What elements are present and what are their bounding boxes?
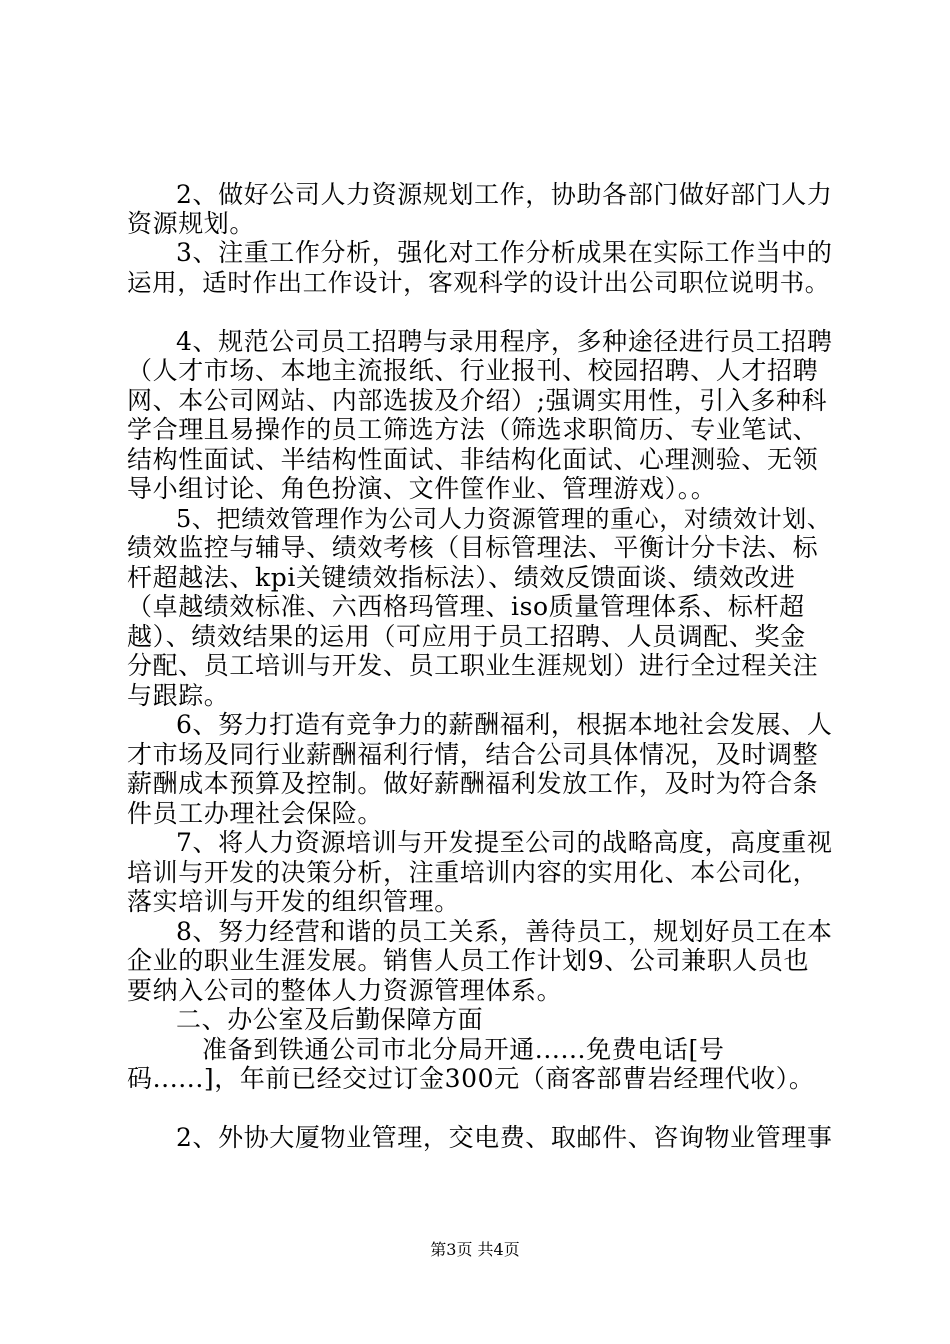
paragraph-line: 落实培训与开发的组织管理。 [127, 887, 460, 916]
paragraph-line: 学合理且易操作的员工筛选方法（筛选求职简历、专业笔试、 [127, 415, 819, 444]
paragraph-line: 才市场及同行业薪酬福利行情，结合公司具体情况，及时调整 [127, 740, 819, 769]
paragraph-line: 要纳入公司的整体人力资源管理体系。 [127, 976, 563, 1005]
paragraph-line: 培训与开发的决策分析，注重培训内容的实用化、本公司化， [127, 858, 819, 887]
paragraph-line: 越）、绩效结果的运用（可应用于员工招聘、人员调配、奖金 [127, 622, 806, 651]
paragraph-line: （卓越绩效标准、六西格玛管理、iso质量管理体系、标杆超 [127, 592, 805, 621]
paragraph-line: 运用，适时作出工作设计，客观科学的设计出公司职位说明书。 [127, 268, 830, 297]
paragraph-line: 5、把绩效管理作为公司人力资源管理的重心，对绩效计划、 [176, 505, 832, 533]
paragraph-line: 结构性面试、半结构性面试、非结构化面试、心理测验、无领 [127, 445, 819, 474]
paragraph-line: 6、努力打造有竞争力的薪酬福利，根据本地社会发展、人 [176, 710, 833, 739]
paragraph-line: 3、注重工作分析，强化对工作分析成果在实际工作当中的 [176, 238, 833, 267]
paragraph-line: 资源规划。 [127, 209, 256, 238]
page-number-footer: 第3页 共4页 [430, 1240, 520, 1259]
paragraph-line: 2、外协大厦物业管理，交电费、取邮件、咨询物业管理事 [176, 1123, 833, 1152]
paragraph-line: 8、努力经营和谐的员工关系，善待员工，规划好员工在本 [176, 917, 833, 946]
paragraph-line: 薪酬成本预算及控制。做好薪酬福利发放工作，及时为符合条 [127, 769, 819, 798]
paragraph-line: 企业的职业生涯发展。销售人员工作计划9、公司兼职人员也 [127, 946, 810, 975]
paragraph-line: 码......]，年前已经交过订金300元（商客部曹岩经理代收）。 [127, 1064, 815, 1093]
paragraph-line: 7、将人力资源培训与开发提至公司的战略高度，高度重视 [176, 828, 833, 857]
paragraph-line: （人才市场、本地主流报纸、行业报刊、校园招聘、人才招聘 [127, 356, 819, 385]
paragraph-line: 绩效监控与辅导、绩效考核（目标管理法、平衡计分卡法、标 [127, 533, 819, 562]
paragraph-line: 件员工办理社会保险。 [127, 799, 384, 828]
paragraph-line: 分配、员工培训与开发、员工职业生涯规划）进行全过程关注 [127, 651, 819, 680]
paragraph-line: 与跟踪。 [127, 681, 230, 710]
paragraph-line: 2、做好公司人力资源规划工作，协助各部门做好部门人力 [176, 180, 833, 209]
paragraph-line: 4、规范公司员工招聘与录用程序，多种途径进行员工招聘 [176, 327, 833, 356]
paragraph-line: 网、本公司网站、内部选拔及介绍）;强调实用性，引入多种科 [127, 386, 828, 415]
paragraph-line: 杆超越法、kpi关键绩效指标法）、绩效反馈面谈、绩效改进 [127, 563, 796, 592]
paragraph-line: 准备到铁通公司市北分局开通......免费电话[号 [202, 1035, 725, 1064]
paragraph-line: 导小组讨论、角色扮演、文件筐作业、管理游戏）。。 [127, 474, 717, 503]
section-heading: 二、办公室及后勤保障方面 [176, 1005, 484, 1034]
